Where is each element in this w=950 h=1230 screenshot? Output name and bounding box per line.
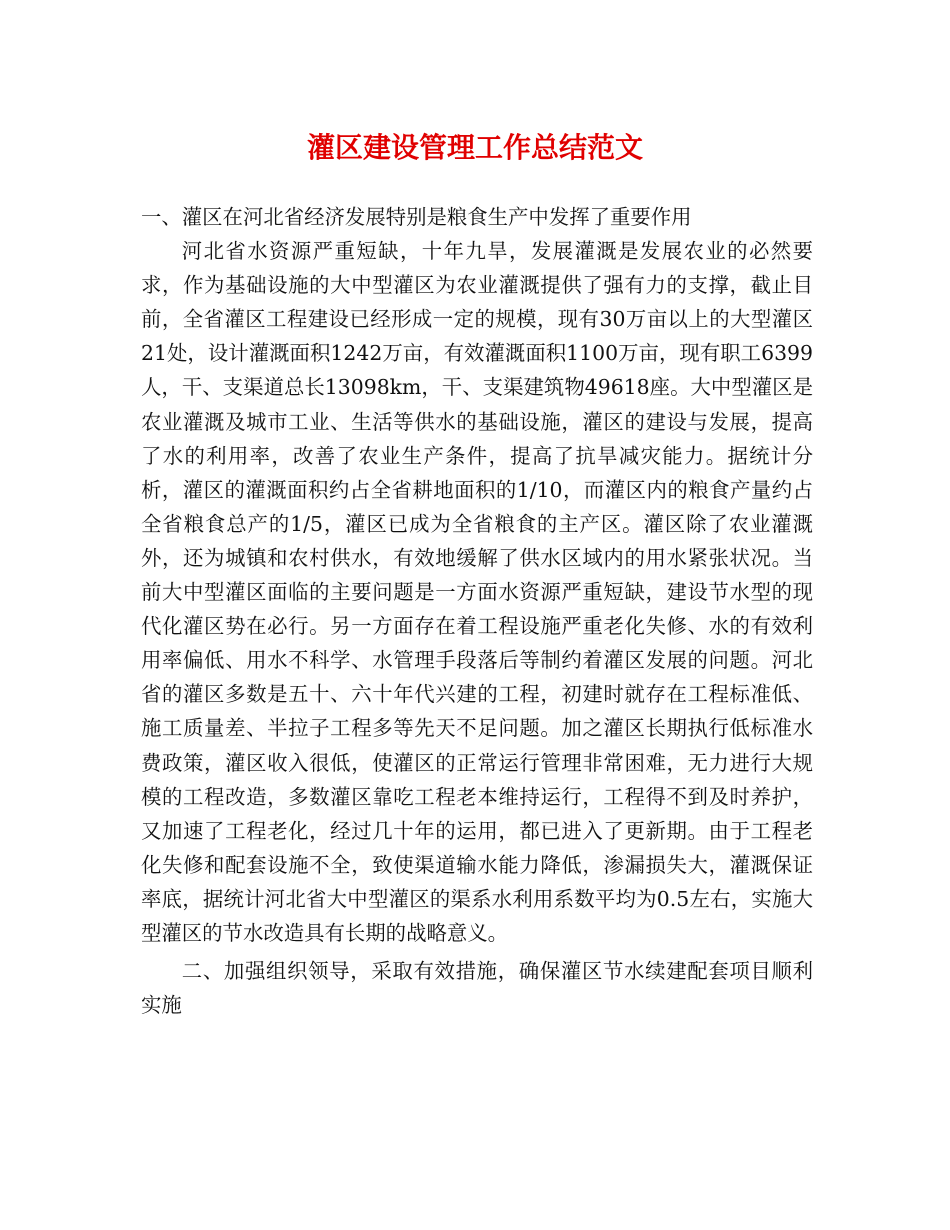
section-heading-2: 二、加强组织领导，采取有效措施，确保灌区节水续建配套项目顺利实施 <box>141 959 813 1018</box>
document-body <box>141 200 813 1022</box>
document-title: 灌区建设管理工作总结范文 <box>306 131 643 164</box>
section-paragraph-1: 河北省水资源严重短缺，十年九旱，发展灌溉是发展农业的必然要求，作为基础设施的大中型灌区为农业灌溉提供了强有力的支撑，截止目前，全省灌区工程建设已经形成一定的规模，现有30万亩以上的大型灌区21处，设计灌溉面积1242万亩，有效灌溉面积1100万亩，现有职工6399人，干、支渠道总长13098km，干、支渠建筑物49618座。大中型灌区是农业灌溉及城市工业、生活等供水的基础设施，灌区的建设与发展，提高了水的利用率，改善了农业生产条件，提高了抗旱减灾能力。据统计分析，灌区的灌溉面积约占全省耕地面积的1/10，而灌区内的粮食产量约占全省粮食总产的1/5，灌区已成为全省粮食的主产区。灌区除了农业灌溉外，还为城镇和农村供水，有效地缓解了供水区域内的用水紧张状况。当前大中型灌区面临的主要问题是一方面水资源严重短缺，建设节水型的现代化灌区势在必行。另一方面存在着工程设施严重老化失修、水的有效利用率偏低、用水不科学、水管理手段落后等制约着灌区发展的问题。河北省的灌区多数是五十、六十年代兴建的工程，初建时就存在工程标准低、施工质量差、半拉子工程多等先天不足问题。加之灌区长期执行低标准水费政策，灌区收入很低，使灌区的正常运行管理非常困难，无力进行大规模的工程改造，多数灌区靠吃工程老本维持运行，工程得不到及时养护，又加速了工程老化，经过几十年的运用，都已进入了更新期。由于工程老化失修和配套设施不全，致使渠道输水能力降低，渗漏损失大，灌溉保证率底，据统计河北省大中型灌区的渠系水利用系数平均为0.5左右，实施大型灌区的节水改造具有长期的战略意义。 <box>141 239 813 945</box>
section-heading-1: 一、灌区在河北省经济发展特别是粮食生产中发挥了重要作用 <box>141 205 692 229</box>
